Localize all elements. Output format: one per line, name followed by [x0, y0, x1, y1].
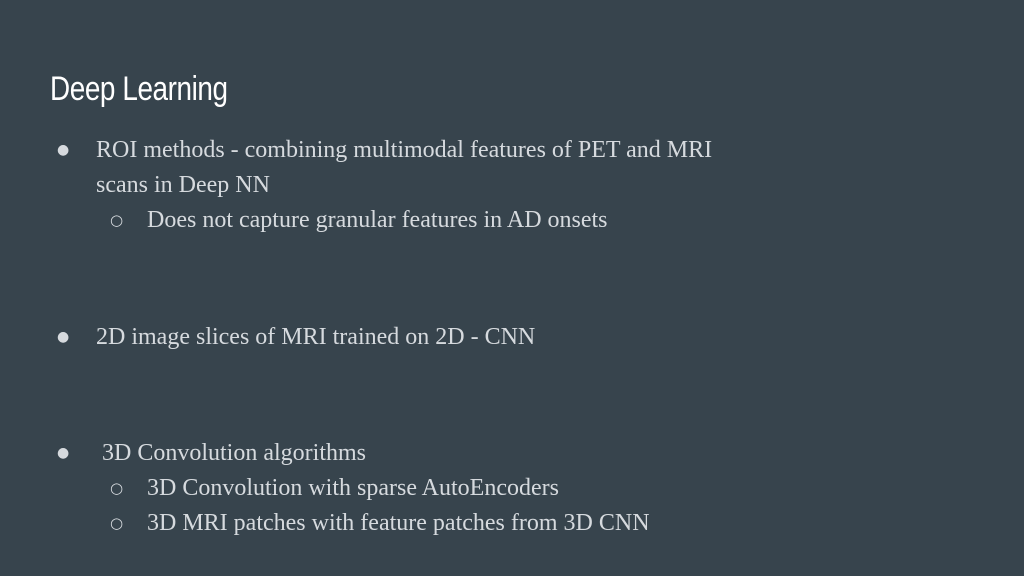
bullet-3-line-1: 3D Convolution algorithms — [102, 440, 366, 466]
bullet-1-line-2: scans in Deep NN — [96, 172, 270, 198]
bullet-marker: ● — [57, 142, 70, 158]
bullet-marker: ● — [57, 329, 70, 345]
sub-bullet-marker: ○ — [110, 211, 124, 229]
slide-title: Deep Learning — [50, 70, 228, 108]
sub-bullet-marker: ○ — [110, 479, 124, 497]
bullet-3-sub-1: 3D Convolution with sparse AutoEncoders — [147, 475, 559, 501]
bullet-1-line-1: ROI methods - combining multimodal features of PET and MRI — [96, 137, 713, 163]
bullet-1-sub-1: Does not capture granular features in AD onsets — [147, 207, 608, 233]
bullet-3-sub-2: 3D MRI patches with feature patches from 3D CNN — [147, 510, 650, 536]
bullet-marker: ● — [57, 445, 70, 461]
sub-bullet-marker: ○ — [110, 514, 124, 532]
bullet-2-line-1: 2D image slices of MRI trained on 2D - CNN — [96, 324, 536, 350]
